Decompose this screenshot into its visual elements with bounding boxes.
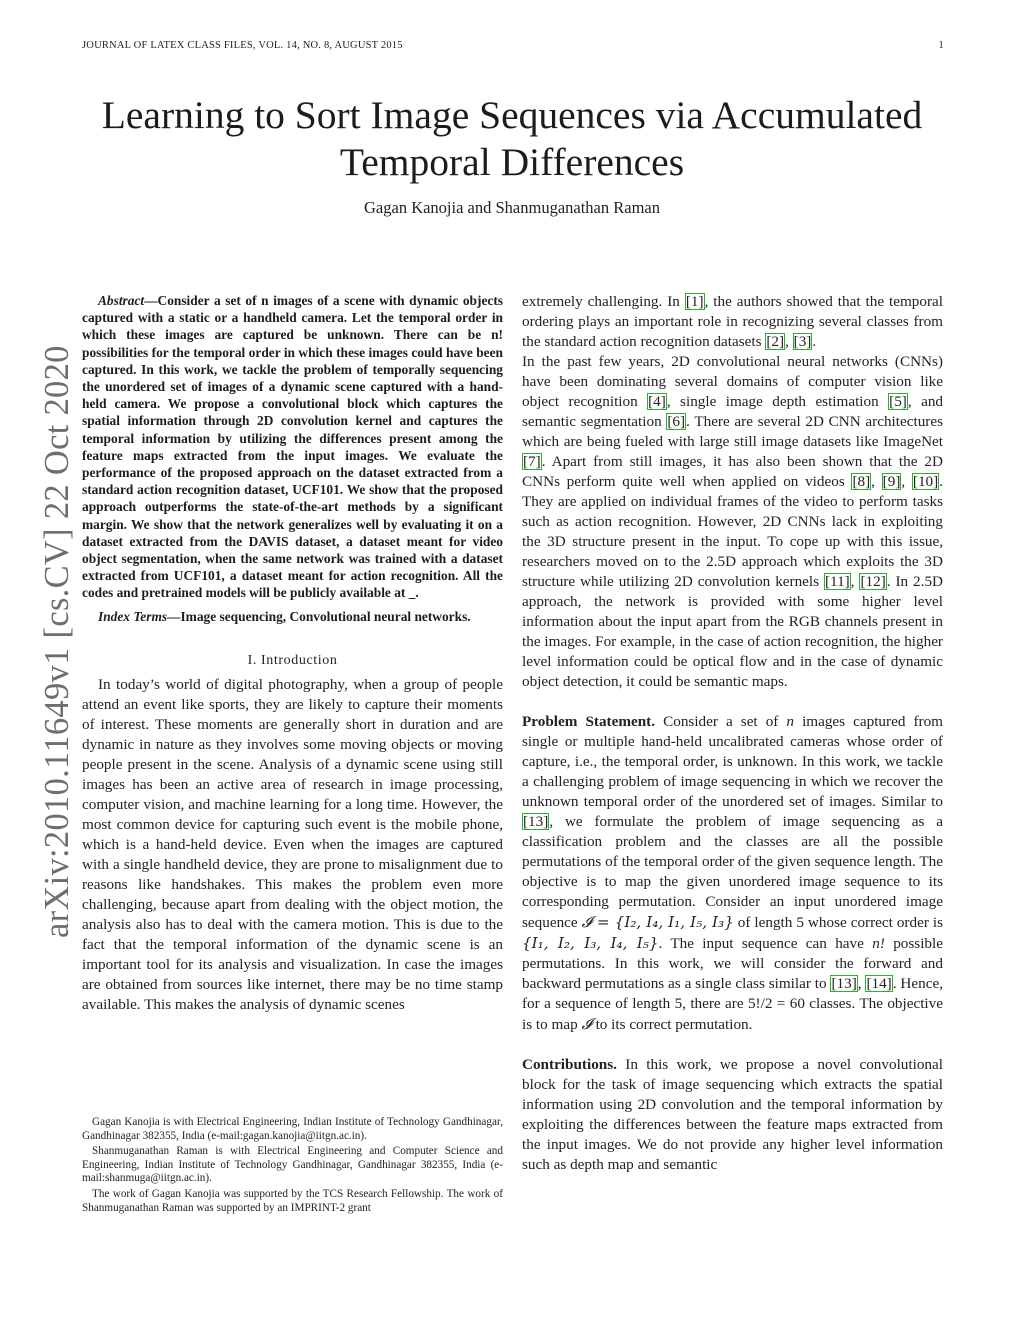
right-column xyxy=(522,292,943,1175)
citation-link[interactable]: [13] xyxy=(523,813,549,830)
text-run: . Hence, for a sequence of length 5, there are 5!/2 = 60 classes. The objective is to map xyxy=(522,975,943,1033)
author-list: Gagan Kanojia and Shanmuganathan Raman xyxy=(364,198,660,217)
text-run: . Apart from still images, it has also been shown that the 2D CNNs perform quite well when applied on videos xyxy=(522,453,943,490)
text-run: , xyxy=(785,333,793,350)
text-run: . xyxy=(812,333,817,350)
text-run: , xyxy=(871,473,882,490)
footnote-author-1: Gagan Kanojia is with Electrical Engineering, Indian Institute of Technology Gandhinagar, Gandhinagar 382355, India (e-mail:gagan.kanojia@iitgn.ac.in). xyxy=(82,1116,503,1142)
footnotes xyxy=(82,1116,503,1217)
text-run: , xyxy=(857,975,866,992)
citation-link[interactable]: [5] xyxy=(889,393,907,410)
paragraph-cnn-background xyxy=(522,352,943,692)
paragraph-continued xyxy=(522,292,943,352)
text-run: . In 2.5D approach, the network is provided with some higher level information about the input apart from the RGB channels present in the images. For example, in the case of action recognition, the higher level information could be optical flow and in the case of dynamic object detection, it could be semantic maps. xyxy=(522,573,943,690)
problem-statement-label: Problem Statement. xyxy=(522,713,656,730)
math-expression: 𝓘 xyxy=(581,1015,592,1033)
citation-link[interactable]: [4] xyxy=(648,393,666,410)
paragraph-contributions xyxy=(522,1055,943,1175)
citation-link[interactable]: [14] xyxy=(866,975,892,992)
citation-link[interactable]: [11] xyxy=(824,573,850,590)
footnote-author-2: Shanmuganathan Raman is with Electrical Engineering and Computer Science and Engineering, Indian Institute of Technology Gandhinagar, Gandhinagar 382355, India (e-mail:shanmuga@iitgn.ac.in). xyxy=(82,1145,503,1185)
text-run: . There are several 2D CNN architectures which are being fueled with large still image datasets like ImageNet xyxy=(522,413,943,450)
text-run: of length 5 whose correct order is xyxy=(733,914,943,931)
citation-link[interactable]: [8] xyxy=(852,473,871,490)
index-terms-text: —Image sequencing, Convolutional neural networks. xyxy=(167,608,471,624)
arxiv-identifier: arXiv:2010.11649v1 [cs.CV] 22 Oct 2020 xyxy=(38,345,76,938)
text-run: , xyxy=(850,573,860,590)
text-run: , xyxy=(901,473,912,490)
abstract-label: Abstract xyxy=(98,293,145,308)
math-expression: n! xyxy=(872,935,885,952)
citation-link[interactable]: [9] xyxy=(882,473,901,490)
text-run: possible permutations. In this work, we will consider the forward and backward permutations as a single class similar to xyxy=(522,935,943,992)
text-run: , we formulate the problem of image sequencing as a classification problem and the classes are all the possible permutations of the temporal order of the given sequence length. The objective is to map the given unordered image sequence to its corresponding permutation. Consider an input unordered image sequence xyxy=(522,813,943,931)
citation-link[interactable]: [13] xyxy=(831,975,857,992)
citation-link[interactable]: [2] xyxy=(766,333,785,350)
index-terms xyxy=(82,608,503,625)
contributions-label: Contributions. xyxy=(522,1056,617,1073)
math-expression: 𝓘 = {I₂, I₄, I₁, I₅, I₃} xyxy=(581,913,734,931)
text-run: , single image depth estimation xyxy=(666,393,889,410)
citation-link[interactable]: [12] xyxy=(860,573,886,590)
text-run: , and semantic segmentation xyxy=(522,393,944,430)
paper-title: Learning to Sort Image Sequences via Accumulated Temporal Differences xyxy=(101,93,923,184)
citation-link[interactable]: [10] xyxy=(912,473,939,490)
introduction-paragraph: In today’s world of digital photography, when a group of people attend an event like sports, they are likely to capture their moments of interest. These moments are generally short in duration and are dynamic in nature as they involves some moving objects or moving people present in the scene. Analysis of a dynamic scene using still images has been an active area of research in image processing, computer vision, and machine learning for a long time. However, the most common device for capturing such event is the mobile phone, which is a hand-held device. Even when the images are captured with a single handheld device, they are prone to misalignment due to reasons like handshakes. This makes the problem even more challenging, because apart from dealing with the object motion, the analysis also has to deal with the camera motion. This is due to the fact that the temporal information of the dynamic scene is an important tool for its analysis and visualization. In case the images are obtained from sources like internet, there may be no time stamp available. This makes the analysis of dynamic scenes xyxy=(82,675,503,1013)
section-heading-introduction: I. Introduction xyxy=(247,652,338,668)
text-run: Consider a set of xyxy=(655,713,787,730)
left-column xyxy=(82,292,503,1015)
text-run: , the authors showed that the temporal ordering plays an important role in recognizing several classes from the standard action recognition datasets xyxy=(522,293,943,350)
text-run: In the past few years, 2D convolutional neural networks (CNNs) have been dominating several domains of computer vision like object recognition xyxy=(522,353,943,410)
citation-link[interactable]: [7] xyxy=(523,453,541,470)
citation-link[interactable]: [1] xyxy=(685,293,704,310)
text-run: . The input sequence can have xyxy=(658,935,873,952)
abstract xyxy=(82,292,503,602)
index-terms-label: Index Terms xyxy=(98,608,168,624)
math-expression: {I₁, I₂, I₃, I₄, I₅} xyxy=(522,934,659,952)
footnote-funding: The work of Gagan Kanojia was supported by the TCS Research Fellowship. The work of Shanmuganathan Raman was supported by an IMPRINT-2 grant xyxy=(82,1187,503,1214)
text-run: images captured from single or multiple hand-held uncalibrated cameras whose order of capture, i.e., the temporal order, is unknown. In this work, we tackle a challenging problem of image sequencing in which we recover the unknown temporal order of the unordered set of images. Similar to xyxy=(522,713,943,810)
text-run: extremely challenging. In xyxy=(522,293,685,310)
math-variable: n xyxy=(786,713,795,730)
text-run: In this work, we propose a novel convolutional block for the task of image sequencing which extracts the spatial information using 2D convolution and the temporal information by exploiting the differences between the feature maps extracted from the input images. We do not provide any higher level information such as depth map and semantic xyxy=(522,1056,943,1173)
text-run: to its correct permutation. xyxy=(591,1016,753,1033)
text-run: . They are applied on individual frames of the video to perform tasks such as action recognition. However, 2D CNNs lack in exploiting the 3D structure present in the input. To cope up with this issue, researchers moved on to the 2.5D approach which exploits the 3D structure while utilizing 2D convolution kernels xyxy=(522,473,943,590)
paragraph-problem-statement xyxy=(522,712,943,1035)
abstract-text: —Consider a set of n images of a scene with dynamic objects captured with a static or a handheld camera. Let the temporal order in which these images are captured be unknown. There can be n! possibilities for the temporal order in which these images could have been captured. In this work, we tackle the problem of temporally sequencing the unordered set of images of a dynamic scene captured with a hand-held camera. We propose a convolutional block which captures the spatial information through 2D convolution kernel and captures the temporal information by utilizing the differences present among the feature maps extracted from the input images. We evaluate the performance of the proposed approach on the dataset extracted from a standard action recognition dataset, UCF101. We show that the proposed approach outperforms the state-of-the-art methods by a significant margin. We show that the network generalizes well by evaluating it on a dataset extracted from the DAVIS dataset, a dataset meant for video object segmentation, when the same network was trained with a dataset extracted from UCF101, a dataset meant for action recognition. All the codes and pretrained models will be publicly available at _. xyxy=(82,293,503,601)
citation-link[interactable]: [6] xyxy=(667,413,686,430)
page-number: 1 xyxy=(938,40,944,51)
running-header xyxy=(82,40,944,58)
journal-name: JOURNAL OF LATEX CLASS FILES, VOL. 14, NO. 8, AUGUST 2015 xyxy=(82,40,403,51)
citation-link[interactable]: [3] xyxy=(793,333,812,350)
